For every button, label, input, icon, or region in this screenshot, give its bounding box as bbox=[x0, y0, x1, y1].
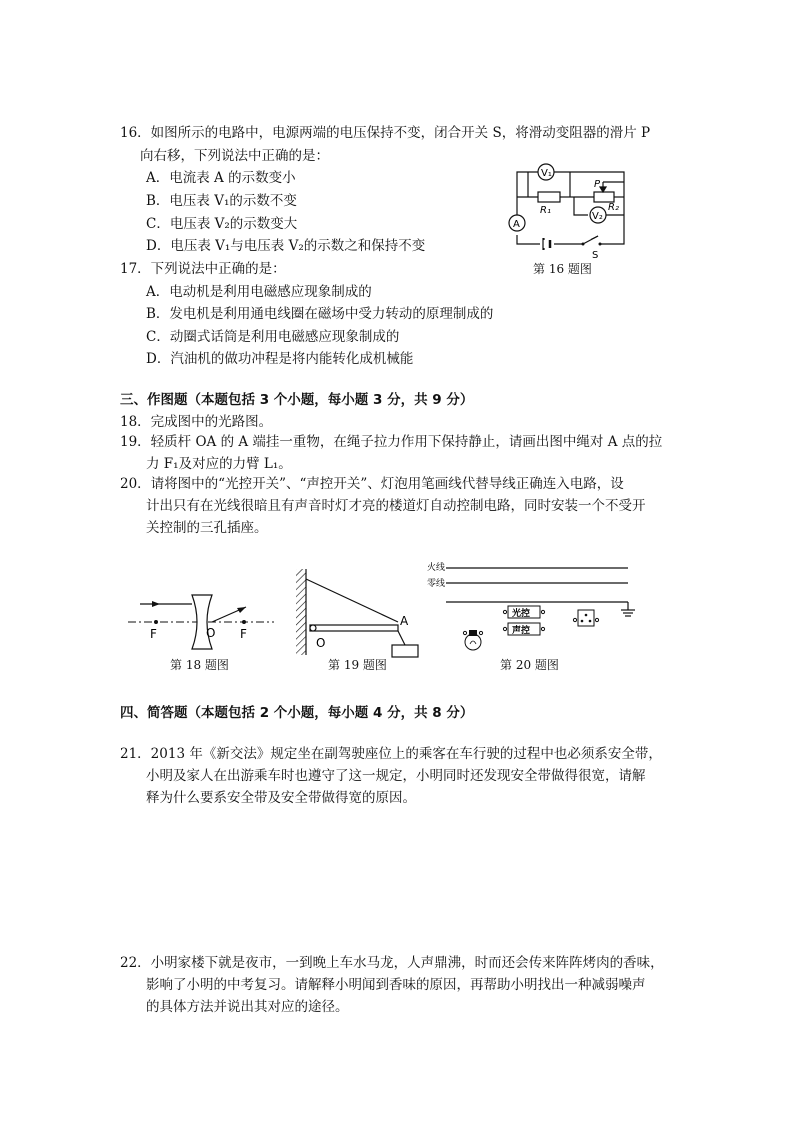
q21-line3: 释为什么要系安全带及安全带做得宽的原因。 bbox=[146, 790, 416, 806]
q21-line1: 21．2013 年《新交法》规定坐在副驾驶座位上的乘客在车行驶的过程中也必须系安全带， bbox=[120, 746, 662, 762]
q17-option-d: D．汽油机的做功冲程是将内能转化成机械能 bbox=[146, 351, 414, 367]
q19-line1: 19．轻质杆 OA 的 A 端挂一重物，在绳子拉力作用下保持静止，请画出图中绳对 A 点的拉 bbox=[120, 434, 663, 450]
q16-option-b: B．电压表 V₁的示数不变 bbox=[146, 193, 297, 209]
q20-line3: 关控制的三孔插座。 bbox=[146, 520, 268, 536]
v1-label: V₁ bbox=[541, 168, 552, 179]
q16-option-c: C．电压表 V₂的示数变大 bbox=[146, 216, 298, 232]
q19-lever-diagram bbox=[292, 565, 422, 660]
q17-option-c: C．动圈式话筒是利用电磁感应现象制成的 bbox=[146, 329, 400, 345]
q19-o: O bbox=[316, 636, 326, 650]
live-wire-label: 火线 bbox=[427, 563, 446, 573]
r1-label: R₁ bbox=[540, 205, 551, 216]
q20-wiring-diagram bbox=[424, 558, 640, 658]
switch-label: S bbox=[592, 250, 599, 260]
v2-label: V₂ bbox=[592, 211, 603, 222]
q17-option-a: A．电动机是利用电磁感应现象制成的 bbox=[146, 284, 372, 300]
q21-line2: 小明及家人在出游乘车时也遵守了这一规定，小明同时还发现安全带做得很宽，请解 bbox=[146, 768, 646, 784]
q16-circuit-diagram bbox=[504, 160, 639, 260]
q19-a: A bbox=[400, 614, 409, 628]
q17-option-b: B．发电机是利用通电线圈在磁场中受力转动的原理制成的 bbox=[146, 306, 494, 322]
q16-line2: 向右移，下列说法中正确的是： bbox=[140, 148, 329, 164]
q19-line2: 力 F₁及对应的力臂 L₁。 bbox=[146, 456, 292, 472]
q18-f-right: F bbox=[240, 627, 247, 641]
q22-line2: 影响了小明的中考复习。请解释小明闻到香味的原因，再帮助小明找出一种减弱噪声 bbox=[146, 977, 646, 993]
q19-caption: 第 19 题图 bbox=[328, 658, 387, 672]
q18-caption: 第 18 题图 bbox=[170, 658, 229, 672]
q22-line1: 22．小明家楼下就是夜市，一到晚上车水马龙，人声鼎沸，时而还会传来阵阵烤肉的香味， bbox=[120, 955, 664, 971]
q16-option-a: A．电流表 A 的示数变小 bbox=[146, 170, 296, 186]
q16-option-d: D．电压表 V₁与电压表 V₂的示数之和保持不变 bbox=[146, 238, 426, 254]
q20-line1: 20．请将图中的“光控开关”、“声控开关”、灯泡用笔画线代替导线正确连入电路，设 bbox=[120, 476, 624, 492]
q20-caption: 第 20 题图 bbox=[500, 658, 559, 672]
p-label: P bbox=[594, 179, 601, 190]
q17-stem: 17．下列说法中正确的是： bbox=[120, 261, 286, 277]
r2-label: R₂ bbox=[608, 202, 619, 213]
q18-f-left: F bbox=[150, 627, 157, 641]
q20-line2: 计出只有在光线很暗且有声音时灯才亮的楼道灯自动控制电路，同时安装一个不受开 bbox=[146, 498, 646, 514]
q18-o: O bbox=[206, 626, 216, 640]
q16-line1: 16．如图所示的电路中，电源两端的电压保持不变，闭合开关 S，将滑动变阻器的滑片 P bbox=[120, 125, 651, 141]
ammeter-label: A bbox=[513, 219, 520, 230]
neutral-wire-label: 零线 bbox=[427, 579, 446, 589]
q22-line3: 的具体方法并说出其对应的途径。 bbox=[146, 999, 349, 1015]
q16-caption: 第 16 题图 bbox=[533, 262, 592, 276]
section4-title: 四、简答题（本题包括 2 个小题，每小题 4 分，共 8 分） bbox=[120, 705, 474, 721]
light-switch-label: 光控 bbox=[512, 609, 531, 619]
sound-switch-label: 声控 bbox=[512, 626, 531, 636]
q18-lens-diagram bbox=[126, 585, 276, 655]
q18-text: 18．完成图中的光路图。 bbox=[120, 414, 273, 430]
section3-title: 三、作图题（本题包括 3 个小题，每小题 3 分，共 9 分） bbox=[120, 392, 474, 408]
